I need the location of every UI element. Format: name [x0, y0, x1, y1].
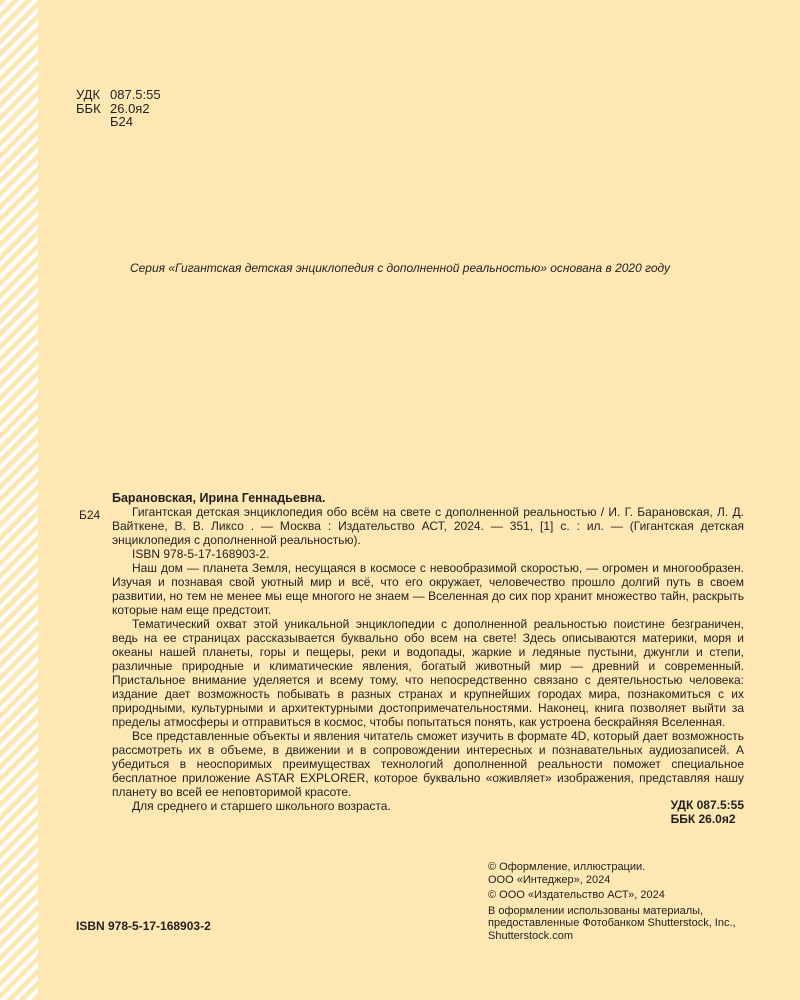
bibliographic-record: [112, 491, 744, 813]
catalog-codes: [671, 798, 744, 826]
decorative-stripe: [0, 0, 38, 1000]
catalog-author: Барановская, Ирина Геннадьевна.: [112, 491, 326, 505]
udk-label: УДК: [76, 87, 101, 102]
catalog-udk: УДК 087.5:55: [670, 798, 744, 812]
annotation-paragraph-2: Тематический охват этой уникальной энциклопедии с дополненной реальностью поистине безграничен, ведь на ее страницах рассказывается буквально обо всем на свете! Здесь описываются материки, моря и океаны нашей планеты, горы и пещеры, реки и водопады, жаркие и ледяные пустыни, джунгли и степи, различные природные и климатические явления, богатый животный мир — древний и современный. Пристальное внимание уделяется и всему тому, что непосредственно связано с деятельностью человека: издание дает возможность побывать в разных странах и крупнейших городах мира, познакомиться с их природными, культурными и архитектурными достопримечательностями. Наконец, книга позволяет выйти за пределы атмосферы и отправиться в космос, чтобы попытаться понять, как устроена бескрайняя Вселенная.: [112, 617, 744, 729]
copyright-line-6: Shutterstock.com: [488, 929, 573, 942]
catalog-title-entry: Гигантская детская энциклопедия обо всём на свете с дополненной реальностью / И. Г. Барановская, Л. Д. Вайткене, В. В. Ликсо . — Москва : Издательство АСТ, 2024. — 351, [1] с. : ил. — (Гигантская детская энциклопедия с дополненной реальностью).: [112, 505, 744, 547]
copyright-line-1: © Оформление, иллюстрации.: [488, 861, 646, 873]
annotation-paragraph-4: Для среднего и старшего школьного возраста.: [132, 799, 391, 813]
copyright-block: [488, 861, 736, 942]
bbk-row: [76, 102, 161, 116]
catalog-mark: Б24: [79, 508, 101, 522]
copyright-line-4: В оформлении использованы материалы,: [488, 904, 704, 917]
isbn-bottom: ISBN 978-5-17-168903-2: [76, 919, 211, 933]
catalog-isbn: ISBN 978-5-17-168903-2.: [132, 547, 270, 561]
annotation-paragraph-3: Все представленные объекты и явления читатель сможет изучить в формате 4D, который дает возможность рассмотреть их в объеме, в движении и в сопровождении интересных и познавательных аудиозаписей. А убедиться в неоспоримых преимуществах технологий дополненной реальности поможет специальное бесплатное приложение ASTAR EXPLORER, которое буквально «оживляет» изображения, представляя нашу планету во всей ее неповторимой красоте.: [112, 729, 744, 799]
bbk-value: 26.0я2: [110, 100, 150, 116]
copyright-line-2: ООО «Интеджер», 2024: [488, 873, 611, 886]
copyright-line-5: предоставленные Фотобанком Shutterstock, Inc.,: [488, 917, 736, 929]
author-mark-row: [76, 115, 161, 129]
udk-row: [76, 88, 161, 102]
udk-value: 087.5:55: [110, 87, 161, 102]
bbk-label: ББК: [76, 100, 101, 116]
classification-codes: [76, 88, 161, 129]
copyright-line-3: © ООО «Издательство АСТ», 2024: [488, 889, 665, 901]
series-note: Серия «Гигантская детская энциклопедия с дополненной реальностью» основана в 2020 году: [129, 261, 671, 275]
catalog-bbk: ББК 26.0я2: [670, 812, 736, 826]
author-mark: Б24: [110, 114, 133, 129]
annotation-paragraph-1: Наш дом — планета Земля, несущаяся в космосе с невообразимой скоростью, — огромен и многообразен. Изучая и познавая свой уютный мир и всё, что его окружает, человечество прошло долгий путь в своем развитии, но тем не менее мы еще многого не знаем — Вселенная до сих пор хранит множество тайн, раскрыть которые нам еще предстоит.: [112, 561, 744, 617]
